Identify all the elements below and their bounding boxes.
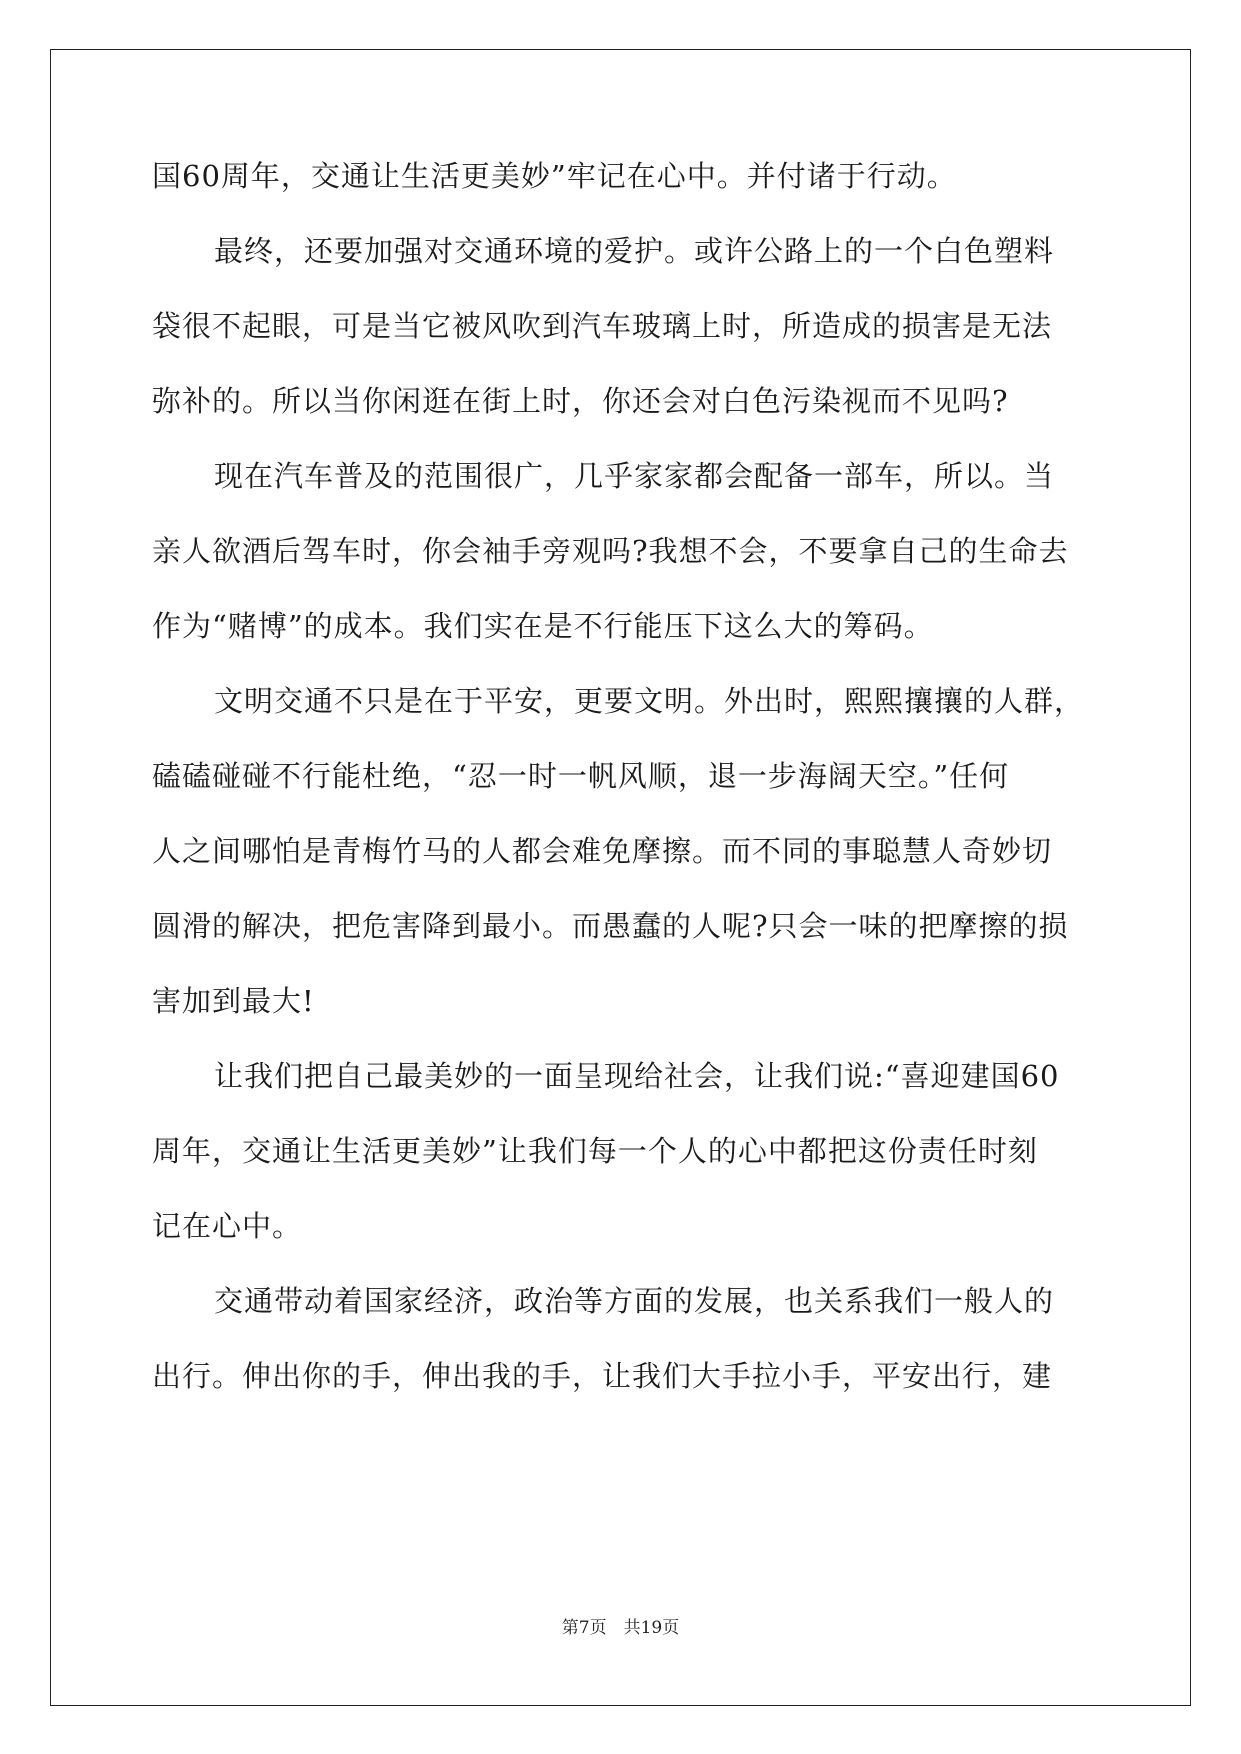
text-line: 弥补的。所以当你闲逛在街上时，你还会对白色污染视而不见吗? (152, 384, 1009, 418)
text-line: 文明交通不只是在于平安，更要文明。外出时，熙熙攘攘的人群， (214, 684, 1085, 718)
page-number-footer: 第7页 共19页 (561, 1618, 680, 1638)
text-line: 国60周年，交通让生活更美妙”牢记在心中。并付诸于行动。 (152, 159, 957, 193)
text-line: 记在心中。 (152, 1209, 303, 1243)
text-line: 交通带动着国家经济，政治等方面的发展，也关系我们一般人的 (214, 1284, 1055, 1318)
text-line: 人之间哪怕是青梅竹马的人都会难免摩擦。而不同的事聪慧人奇妙切 (152, 834, 1053, 868)
page-border (50, 49, 1191, 1706)
text-line: 出行。伸出你的手，伸出我的手，让我们大手拉小手，平安出行，建 (152, 1359, 1053, 1393)
text-line: 磕磕碰碰不行能杜绝，“忍一时一帆风顺，退一步海阔天空。”任何 (152, 759, 1010, 793)
text-line: 害加到最大! (152, 984, 315, 1018)
text-line: 袋很不起眼，可是当它被风吹到汽车玻璃上时，所造成的损害是无法 (152, 309, 1053, 343)
text-line: 作为“赌博”的成本。我们实在是不行能压下这么大的筹码。 (152, 609, 934, 643)
text-line: 周年，交通让生活更美妙”让我们每一个人的心中都把这份责任时刻 (152, 1134, 1038, 1168)
text-line: 圆滑的解决，把危害降到最小。而愚蠢的人呢?只会一味的把摩擦的损 (152, 909, 1069, 943)
text-line: 最终，还要加强对交通环境的爱护。或许公路上的一个白色塑料 (214, 234, 1055, 268)
text-line: 现在汽车普及的范围很广，几乎家家都会配备一部车，所以。当 (214, 459, 1055, 493)
text-line: 亲人欲酒后驾车时，你会袖手旁观吗?我想不会，不要拿自己的生命去 (152, 534, 1069, 568)
text-line: 让我们把自己最美妙的一面呈现给社会，让我们说:“喜迎建国60 (214, 1059, 1060, 1093)
